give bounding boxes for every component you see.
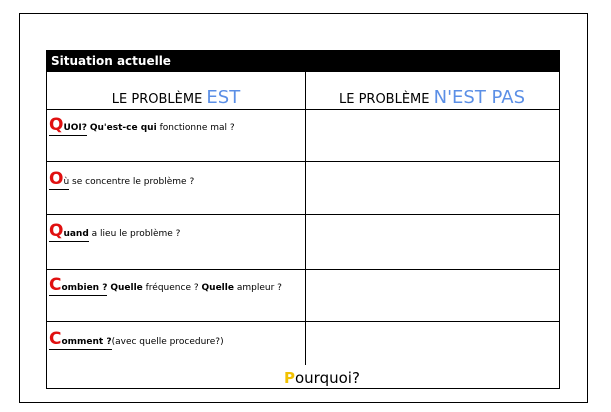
- row-divider: [47, 321, 559, 322]
- row-divider: [47, 214, 559, 215]
- row-text: (avec quelle procedure?): [111, 337, 224, 347]
- column-header-est-prefix: LE PROBLÈME: [111, 92, 203, 107]
- row-divider: [47, 269, 559, 270]
- row-text: fonctionne mal ?: [159, 123, 235, 133]
- row-divider: [47, 109, 559, 110]
- pourquoi-label: [284, 369, 360, 387]
- row-text: se concentre le problème ?: [72, 177, 195, 187]
- analysis-table: [46, 50, 560, 389]
- row-divider: [47, 161, 559, 162]
- row-text: fréquence ?: [145, 283, 199, 293]
- pourquoi-initial: P: [284, 369, 295, 387]
- table-title: Situation actuelle: [47, 51, 559, 71]
- table-row: [49, 221, 303, 242]
- row-keyword: Comment ?: [49, 329, 112, 349]
- row-text: ampleur ?: [236, 283, 282, 293]
- row-keyword: Quand: [49, 221, 89, 241]
- column-header-nest-pas-prefix: LE PROBLÈME: [338, 92, 430, 107]
- row-bold-text: Quelle: [201, 283, 234, 293]
- table-row: [49, 329, 303, 350]
- pourquoi-rest: ourquoi?: [295, 369, 360, 387]
- column-header-nest-pas-highlight: N'EST PAS: [433, 87, 525, 108]
- table-row: [49, 115, 303, 136]
- row-bold-text: Quelle: [110, 283, 143, 293]
- column-header-nest-pas: [305, 71, 559, 124]
- row-text: a lieu le problème ?: [91, 229, 181, 239]
- row-keyword: Où: [49, 169, 70, 189]
- row-keyword: Combien ?: [49, 275, 108, 295]
- table-row: [49, 169, 303, 190]
- row-keyword: QUOI?: [49, 115, 87, 135]
- row-bold-text: Qu'est-ce qui: [89, 123, 157, 133]
- row-divider: [47, 71, 559, 72]
- table-row: [49, 275, 303, 296]
- column-header-est-highlight: EST: [206, 87, 241, 108]
